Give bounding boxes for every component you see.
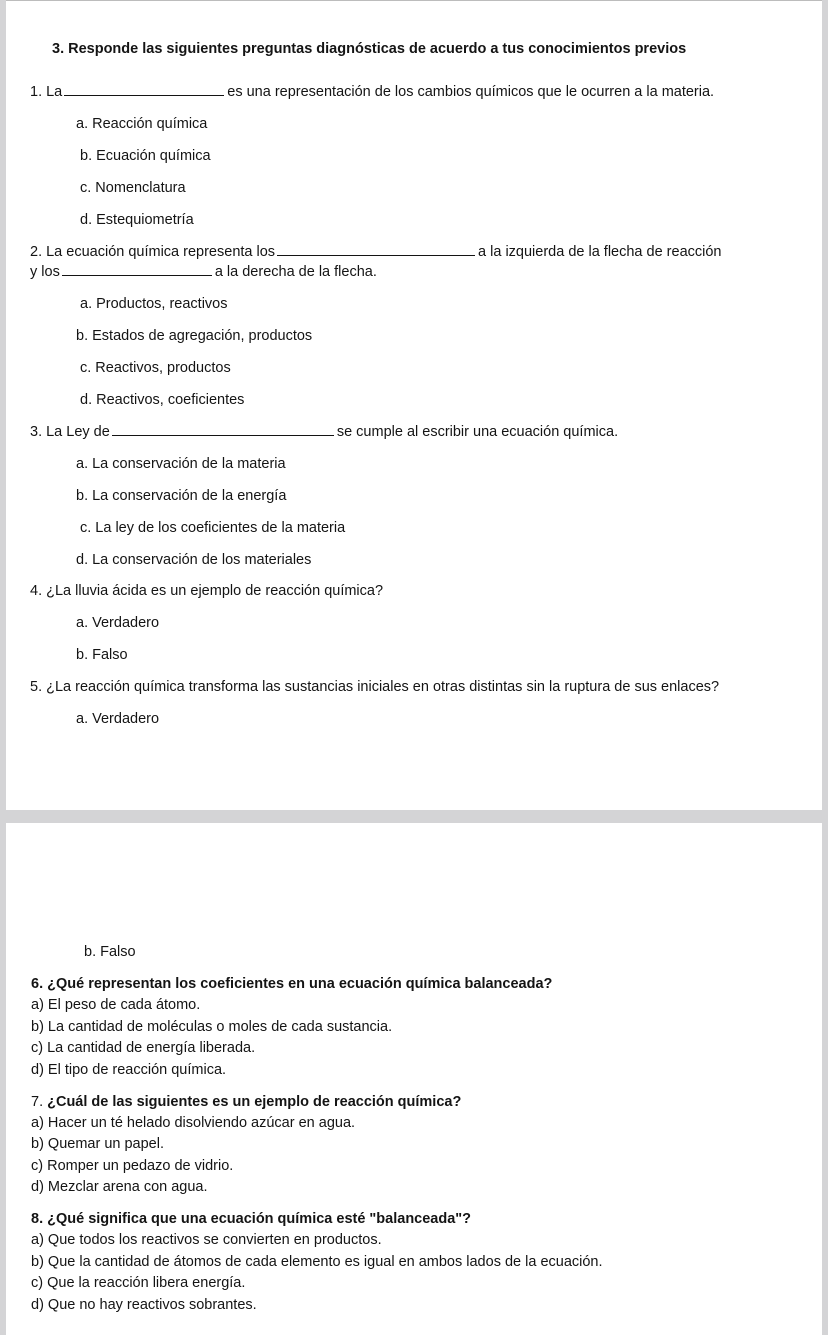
- question-5-option-a: a. Verdadero: [76, 711, 160, 727]
- question-3-option-b: b. La conservación de la energía: [76, 488, 287, 504]
- question-6-text: ¿Qué representan los coeficientes en una ecuación química balanceada?: [47, 976, 553, 992]
- question-2-option-b: b. Estados de agregación, productos: [76, 328, 313, 344]
- question-3-option-a: a. La conservación de la materia: [76, 456, 286, 472]
- question-4: 4. ¿La lluvia ácida es un ejemplo de reacción química?: [30, 583, 384, 599]
- question-7: [31, 1093, 461, 1111]
- question-3-blank: [112, 423, 334, 436]
- question-7-option-a: a) Hacer un té helado disolviendo azúcar en agua.: [31, 1115, 356, 1131]
- question-2-blank-1: [277, 243, 475, 256]
- question-2-blank-2: [62, 263, 212, 276]
- question-8-number: 8.: [31, 1211, 48, 1227]
- question-6-option-b: b) La cantidad de moléculas o moles de cada sustancia.: [31, 1019, 393, 1035]
- question-8: [31, 1210, 471, 1228]
- question-2-text-after: a la izquierda de la flecha de reacción: [478, 244, 722, 260]
- question-7-option-c: c) Romper un pedazo de vidrio.: [31, 1158, 234, 1174]
- question-5: 5. ¿La reacción química transforma las sustancias iniciales en otras distintas sin la ruptura de sus enlaces?: [30, 679, 720, 695]
- question-6-option-c: c) La cantidad de energía liberada.: [31, 1040, 256, 1056]
- question-1-blank: [64, 83, 224, 96]
- question-6-number: 6.: [31, 976, 48, 992]
- question-5-option-b: b. Falso: [84, 944, 136, 960]
- question-7-text: ¿Cuál de las siguientes es un ejemplo de reacción química?: [47, 1094, 462, 1110]
- question-2-line-2: [30, 263, 377, 281]
- question-6-option-a: a) El peso de cada átomo.: [31, 997, 201, 1013]
- question-7-number: 7.: [31, 1094, 48, 1110]
- question-8-option-c: c) Que la reacción libera energía.: [31, 1275, 246, 1291]
- question-1-text-before: 1. La: [30, 84, 63, 100]
- question-2-line-1: [30, 243, 721, 261]
- question-1-option-a: a. Reacción química: [76, 116, 208, 132]
- question-6: [31, 975, 552, 993]
- page-one: [6, 0, 822, 810]
- question-4-option-b: b. Falso: [76, 647, 128, 663]
- question-6-option-d: d) El tipo de reacción química.: [31, 1062, 227, 1078]
- question-2-line-2-before: y los: [30, 264, 60, 280]
- question-3-option-c: c. La ley de los coeficientes de la materia: [80, 520, 346, 536]
- section-heading: 3. Responde las siguientes preguntas diagnósticas de acuerdo a tus conocimientos previos: [52, 41, 687, 57]
- question-1-option-d: d. Estequiometría: [80, 212, 194, 228]
- question-7-option-d: d) Mezclar arena con agua.: [31, 1179, 208, 1195]
- question-2-option-a: a. Productos, reactivos: [80, 296, 228, 312]
- question-3-text-after: se cumple al escribir una ecuación química.: [336, 424, 619, 440]
- question-7-option-b: b) Quemar un papel.: [31, 1136, 164, 1152]
- question-8-option-d: d) Que no hay reactivos sobrantes.: [31, 1297, 257, 1313]
- question-1-option-c: c. Nomenclatura: [80, 180, 186, 196]
- question-8-option-b: b) Que la cantidad de átomos de cada elemento es igual en ambos lados de la ecuación.: [31, 1254, 603, 1270]
- question-8-text: ¿Qué significa que una ecuación química esté "balanceada"?: [47, 1211, 472, 1227]
- question-2-text-before: 2. La ecuación química representa los: [30, 244, 276, 260]
- question-1: [30, 83, 714, 101]
- question-2-option-d: d. Reactivos, coeficientes: [80, 392, 245, 408]
- question-2-option-c: c. Reactivos, productos: [80, 360, 231, 376]
- question-8-option-a: a) Que todos los reactivos se convierten en productos.: [31, 1232, 382, 1248]
- question-2-line-2-after: a la derecha de la flecha.: [214, 264, 377, 280]
- question-3-option-d: d. La conservación de los materiales: [76, 552, 312, 568]
- question-1-text-after: es una representación de los cambios químicos que le ocurren a la materia.: [227, 84, 715, 100]
- question-4-option-a: a. Verdadero: [76, 615, 160, 631]
- question-3-text-before: 3. La Ley de: [30, 424, 110, 440]
- question-3: [30, 423, 618, 441]
- page-two: [6, 823, 822, 1335]
- question-1-option-b: b. Ecuación química: [80, 148, 211, 164]
